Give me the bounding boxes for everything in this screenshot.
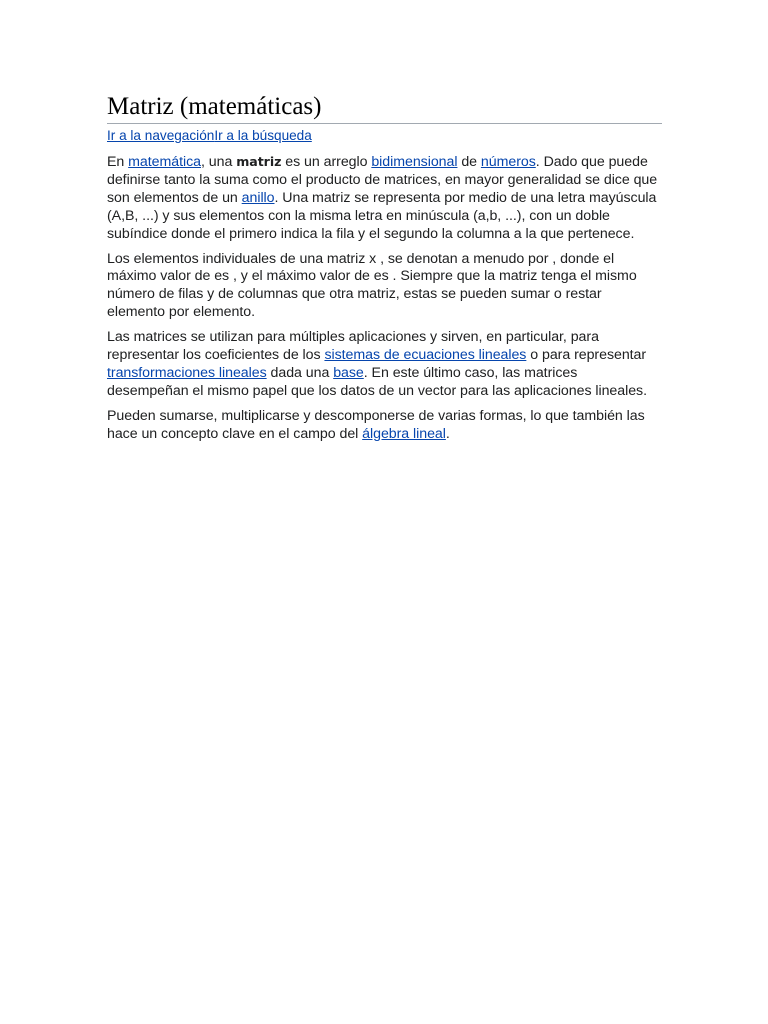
link-matematica[interactable]: matemática — [128, 154, 201, 170]
text: es un arreglo — [281, 154, 372, 170]
link-algebra-lineal[interactable]: álgebra lineal — [362, 425, 446, 442]
text: . — [445, 425, 450, 442]
text: Los elementos individuales de una matriz x , se denotan a menudo por , donde el máximo valor de es , y el máximo valor de es . Siempre que la matriz tenga el mismo número de filas y de columnas que otra matriz, estas se pueden sumar o restar elemento por elemento. — [107, 250, 637, 321]
jump-links — [107, 127, 662, 145]
text: Pueden sumarse, multiplicarse y descomponerse de varias formas, lo que también las hace un concepto clave en el campo del — [107, 407, 645, 442]
intro-paragraph — [107, 153, 662, 244]
text: . En este último caso, las matrices desempeñan el mismo papel que los datos de un vector para las aplicaciones lineales. — [107, 364, 647, 399]
link-numeros[interactable]: números — [480, 154, 536, 170]
text: dada una — [266, 364, 334, 381]
text: Las matrices se utilizan para múltiples aplicaciones y sirven, en particular, para representar los coeficientes de los — [107, 329, 599, 364]
elements-paragraph — [107, 251, 662, 323]
jump-to-navigation-link[interactable]: Ir a la navegación — [107, 128, 215, 143]
link-sistemas-ecuaciones-lineales[interactable]: sistemas de ecuaciones lineales — [324, 347, 527, 364]
text: , una — [200, 154, 237, 170]
jump-to-search-link[interactable]: Ir a la búsqueda — [214, 128, 312, 143]
text: . Una matriz se representa por medio de una letra mayúscula (A,B, ...) y sus elementos con la misma letra en minúscula (a,b, ...), con un doble subíndice donde el primero indica la fila y el segundo la columna a la que pertenece. — [107, 189, 657, 242]
operations-paragraph — [107, 408, 662, 444]
link-bidimensional[interactable]: bidimensional — [371, 154, 458, 170]
applications-paragraph — [107, 329, 662, 401]
text: de — [457, 154, 481, 170]
link-base[interactable]: base — [333, 364, 364, 381]
link-transformaciones-lineales[interactable]: transformaciones lineales — [107, 364, 267, 381]
link-anillo[interactable]: anillo — [241, 189, 275, 206]
page-title: Matriz (matemáticas) — [107, 92, 662, 124]
bold-term-matriz: matriz — [236, 154, 282, 169]
text: o para representar — [526, 347, 647, 364]
text: En — [107, 154, 129, 170]
article — [107, 92, 662, 451]
text: . Dado que puede definirse tanto la suma como el producto de matrices, en mayor generalidad se dice que son elementos de un — [107, 154, 658, 206]
